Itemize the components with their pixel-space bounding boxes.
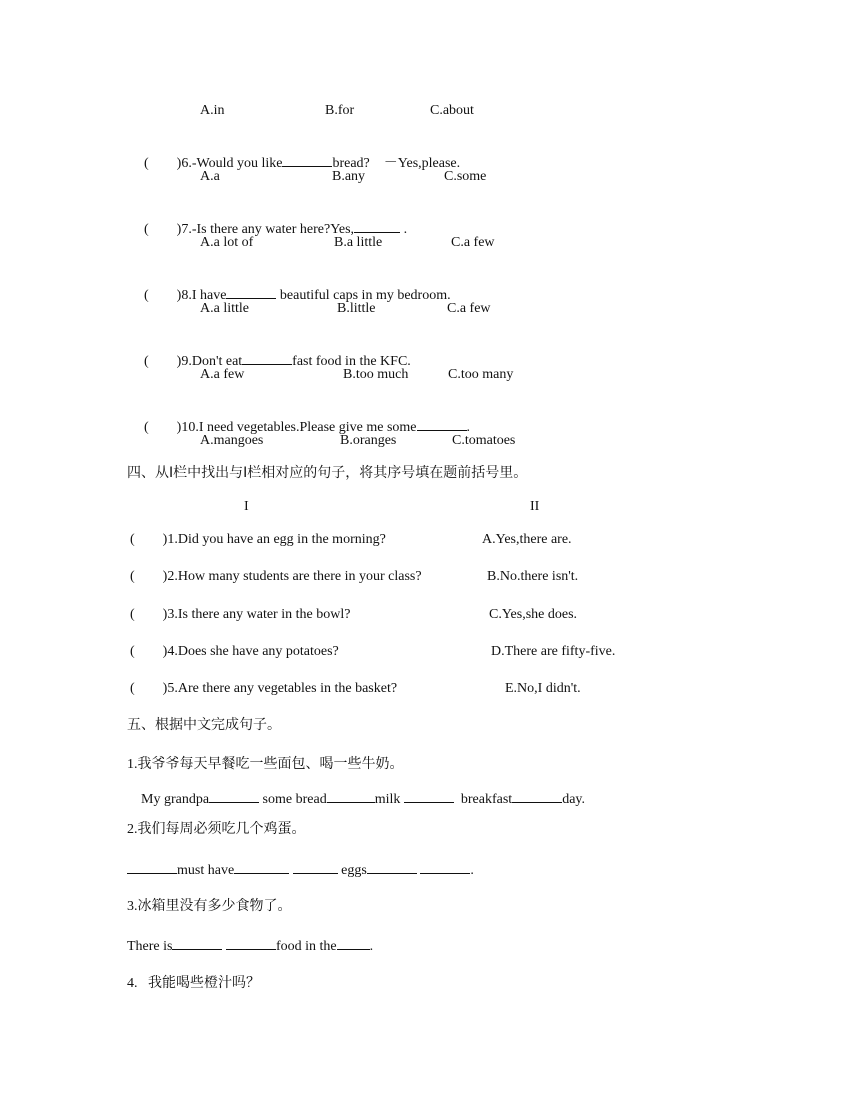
q9-text-post: fast food in the KFC.: [292, 354, 411, 369]
q10-blank[interactable]: [417, 417, 467, 431]
answer-paren[interactable]: ( ): [144, 288, 182, 303]
section5-title: 五、根据中文完成句子。: [127, 717, 281, 733]
match-question: 2.How many students are there in your class?: [167, 569, 422, 584]
q7-text-pre: 7.-Is there any water here?Yes,: [181, 222, 355, 237]
q6-text-mid: bread?: [332, 156, 370, 171]
q7-option-a: A.a lot of: [200, 235, 254, 250]
q6-stem: [130, 135, 460, 191]
q10-option-c: C.tomatoes: [452, 433, 516, 448]
match-question: 5.Are there any vegetables in the basket?: [167, 681, 398, 696]
q5-option-c: C.about: [430, 103, 474, 118]
q6-text-pre: 6.-Would you like: [181, 156, 283, 171]
q9-option-a: A.a few: [200, 367, 245, 382]
q10-text-post: .: [466, 420, 471, 435]
q5-option-a: A.in: [200, 103, 225, 118]
s1-blank[interactable]: [327, 789, 375, 803]
q8-blank[interactable]: [226, 285, 276, 299]
match-row: [130, 531, 386, 549]
s3-english: There is food in the .: [127, 936, 373, 956]
match-question: 1.Did you have an egg in the morning?: [167, 532, 386, 547]
answer-paren[interactable]: ( ): [130, 607, 168, 622]
q8-text-pre: 8.I have: [181, 288, 227, 303]
q6-text-post: －Yes,please.: [383, 156, 461, 171]
answer-paren[interactable]: ( ): [144, 156, 182, 171]
q9-blank[interactable]: [242, 351, 292, 365]
answer-paren[interactable]: ( ): [144, 222, 182, 237]
q7-blank[interactable]: [354, 219, 400, 233]
q8-text-post: beautiful caps in my bedroom.: [276, 288, 451, 303]
match-answer: B.No.there isn't.: [487, 569, 579, 584]
q6-blank[interactable]: [282, 153, 332, 167]
s1-blank[interactable]: [512, 789, 562, 803]
s2-blank[interactable]: [420, 860, 470, 874]
q9-option-b: B.too much: [343, 367, 409, 382]
s2-english: must have eggs .: [127, 860, 474, 880]
q10-stem: [130, 399, 470, 455]
q9-text-pre: 9.Don't eat: [181, 354, 243, 369]
q8-option-b: B.little: [337, 301, 376, 316]
q10-option-b: B.oranges: [340, 433, 397, 448]
q6-option-b: B.any: [332, 169, 366, 184]
q5-option-b: B.for: [325, 103, 355, 118]
match-row: [130, 568, 422, 586]
match-question: 3.Is there any water in the bowl?: [167, 607, 351, 622]
q10-text-pre: 10.I need vegetables.Please give me some: [181, 420, 417, 435]
match-answer: A.Yes,there are.: [482, 532, 572, 547]
s1-blank[interactable]: [209, 789, 259, 803]
q8-stem: [130, 267, 451, 323]
answer-paren[interactable]: ( ): [144, 420, 182, 435]
s3-blank[interactable]: [226, 936, 276, 950]
answer-paren[interactable]: ( ): [144, 354, 182, 369]
q7-option-c: C.a few: [451, 235, 495, 250]
s2-blank[interactable]: [234, 860, 289, 874]
match-row: [130, 643, 339, 661]
q8-option-c: C.a few: [447, 301, 491, 316]
match-question: 4.Does she have any potatoes?: [167, 644, 339, 659]
match-row: [130, 606, 350, 624]
s2-chinese: 2.我们每周必须吃几个鸡蛋。: [127, 821, 306, 837]
q6-option-c: C.some: [444, 169, 487, 184]
s2-blank[interactable]: [127, 860, 177, 874]
answer-paren[interactable]: ( ): [130, 681, 168, 696]
q7-option-b: B.a little: [334, 235, 383, 250]
match-answer: E.No,I didn't.: [505, 681, 581, 696]
section4-col1-header: I: [244, 499, 249, 514]
s1-blank[interactable]: [404, 789, 454, 803]
match-answer: D.There are fifty-five.: [491, 644, 616, 659]
q8-option-a: A.a little: [200, 301, 249, 316]
s1-chinese: 1.我爷爷每天早餐吃一些面包、喝一些牛奶。: [127, 756, 404, 772]
s2-blank[interactable]: [367, 860, 417, 874]
q7-text-post: .: [400, 222, 408, 237]
answer-paren[interactable]: ( ): [130, 569, 168, 584]
match-answer: C.Yes,she does.: [489, 607, 578, 622]
s1-english: My grandpa some bread milk breakfast day.: [141, 789, 585, 809]
s2-blank[interactable]: [293, 860, 338, 874]
s4-chinese: 4. 我能喝些橙汁吗？: [127, 975, 260, 991]
section4-title: 四、从I栏中找出与I栏相对应的句子，将其序号填在题前括号里。: [127, 465, 528, 481]
section4-col2-header: II: [530, 499, 540, 514]
answer-paren[interactable]: ( ): [130, 532, 168, 547]
s3-blank[interactable]: [337, 936, 370, 950]
match-row: [130, 680, 397, 698]
s3-blank[interactable]: [172, 936, 222, 950]
s3-chinese: 3.冰箱里没有多少食物了。: [127, 898, 292, 914]
q6-option-a: A.a: [200, 169, 220, 184]
answer-paren[interactable]: ( ): [130, 644, 168, 659]
q10-option-a: A.mangoes: [200, 433, 264, 448]
q9-option-c: C.too many: [448, 367, 514, 382]
